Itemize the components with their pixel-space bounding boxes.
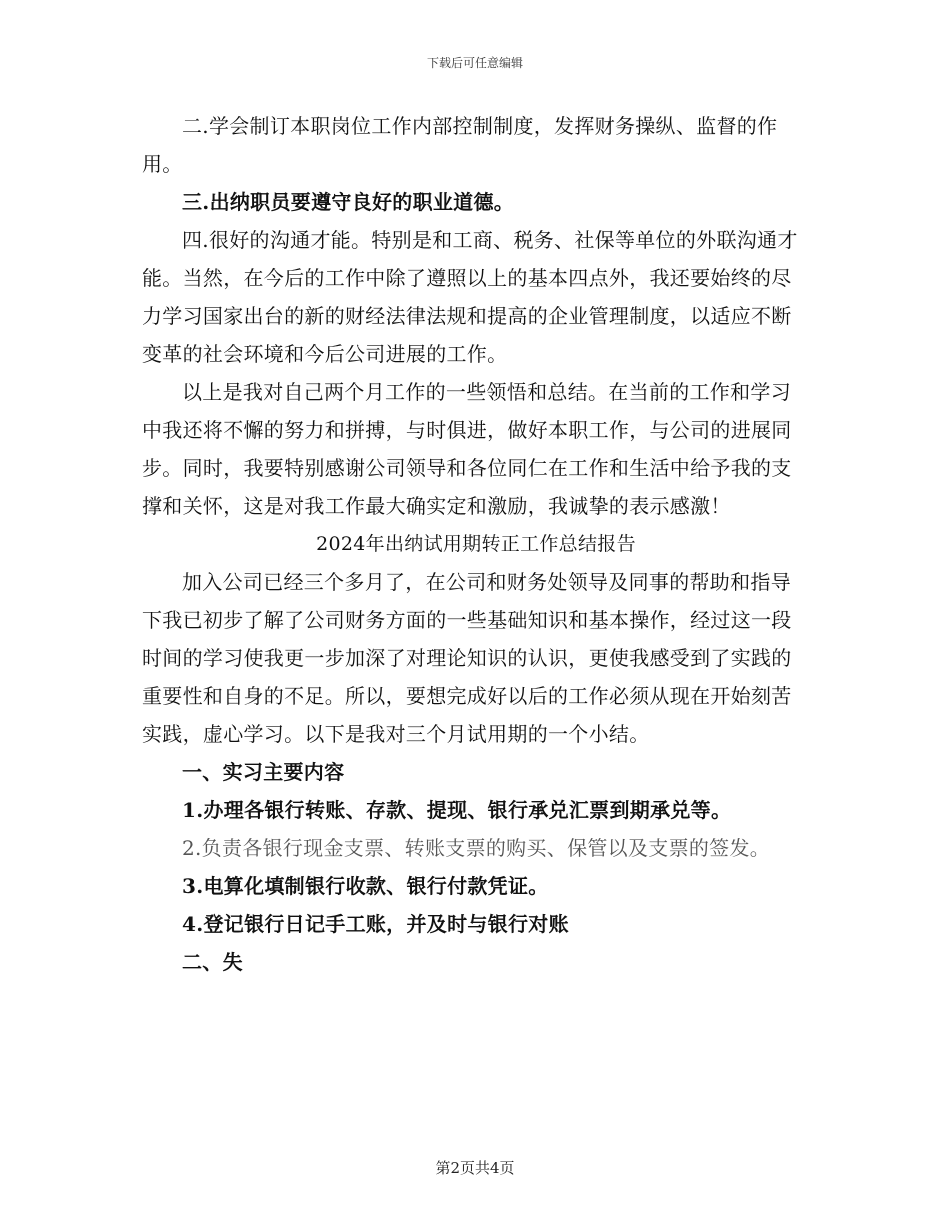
section-heading-1: 一、实习主要内容 <box>182 760 345 784</box>
section-heading-2: 二、失 <box>182 950 243 974</box>
list-item-4: 4.登记银行日记手工账，并及时与银行对账 <box>182 912 569 936</box>
list-item-3: 3.电算化填制银行收款、银行付款凭证。 <box>182 874 549 898</box>
paragraph-4: 四.很好的沟通才能。特别是和工商、税务、社保等单位的外联沟通才能。当然，在今后的工作中除了遵照以上的基本四点外，我还要始终的尽力学习国家出台的新的财经法律法规和提高的企业管理制度，以适应不断变革的社会环境和今后公司进展的工作。 <box>142 228 798 366</box>
page-footer: 第2页共4页 <box>435 1159 515 1177</box>
paragraph-summary: 以上是我对自己两个月工作的一些领悟和总结。在当前的工作和学习中我还将不懈的努力和拼搏，与时俱进，做好本职工作，与公司的进展同步。同时，我要特别感谢公司领导和各位同仁在工作和生活中给予我的支撑和关怀，这是对我工作最大确实定和激励，我诚挚的表示感激！ <box>142 380 792 518</box>
page-header: 下载后可任意编辑 <box>426 56 523 70</box>
document-body <box>142 107 810 981</box>
report-title: 2024年出纳试用期转正工作总结报告 <box>316 533 636 555</box>
paragraph-3-bold: 三.出纳职员要遵守良好的职业道德。 <box>182 190 515 214</box>
paragraph-2: 二.学会制订本职岗位工作内部控制制度，发挥财务操纵、监督的作用。 <box>142 114 778 176</box>
list-item-1: 1.办理各银行转账、存款、提现、银行承兑汇票到期承兑等。 <box>182 798 732 822</box>
paragraph-intro: 加入公司已经三个多月了，在公司和财务处领导及同事的帮助和指导下我已初步了解了公司财务方面的一些基础知识和基本操作，经过这一段时间的学习使我更一步加深了对理论知识的认识，更使我感受到了实践的重要性和自身的不足。所以，要想完成好以后的工作必须从现在开始刻苦实践，虚心学习。以下是我对三个月试用期的一个小结。 <box>142 570 792 746</box>
list-item-2: 2.负责各银行现金支票、转账支票的购买、保管以及支票的签发。 <box>182 836 771 860</box>
